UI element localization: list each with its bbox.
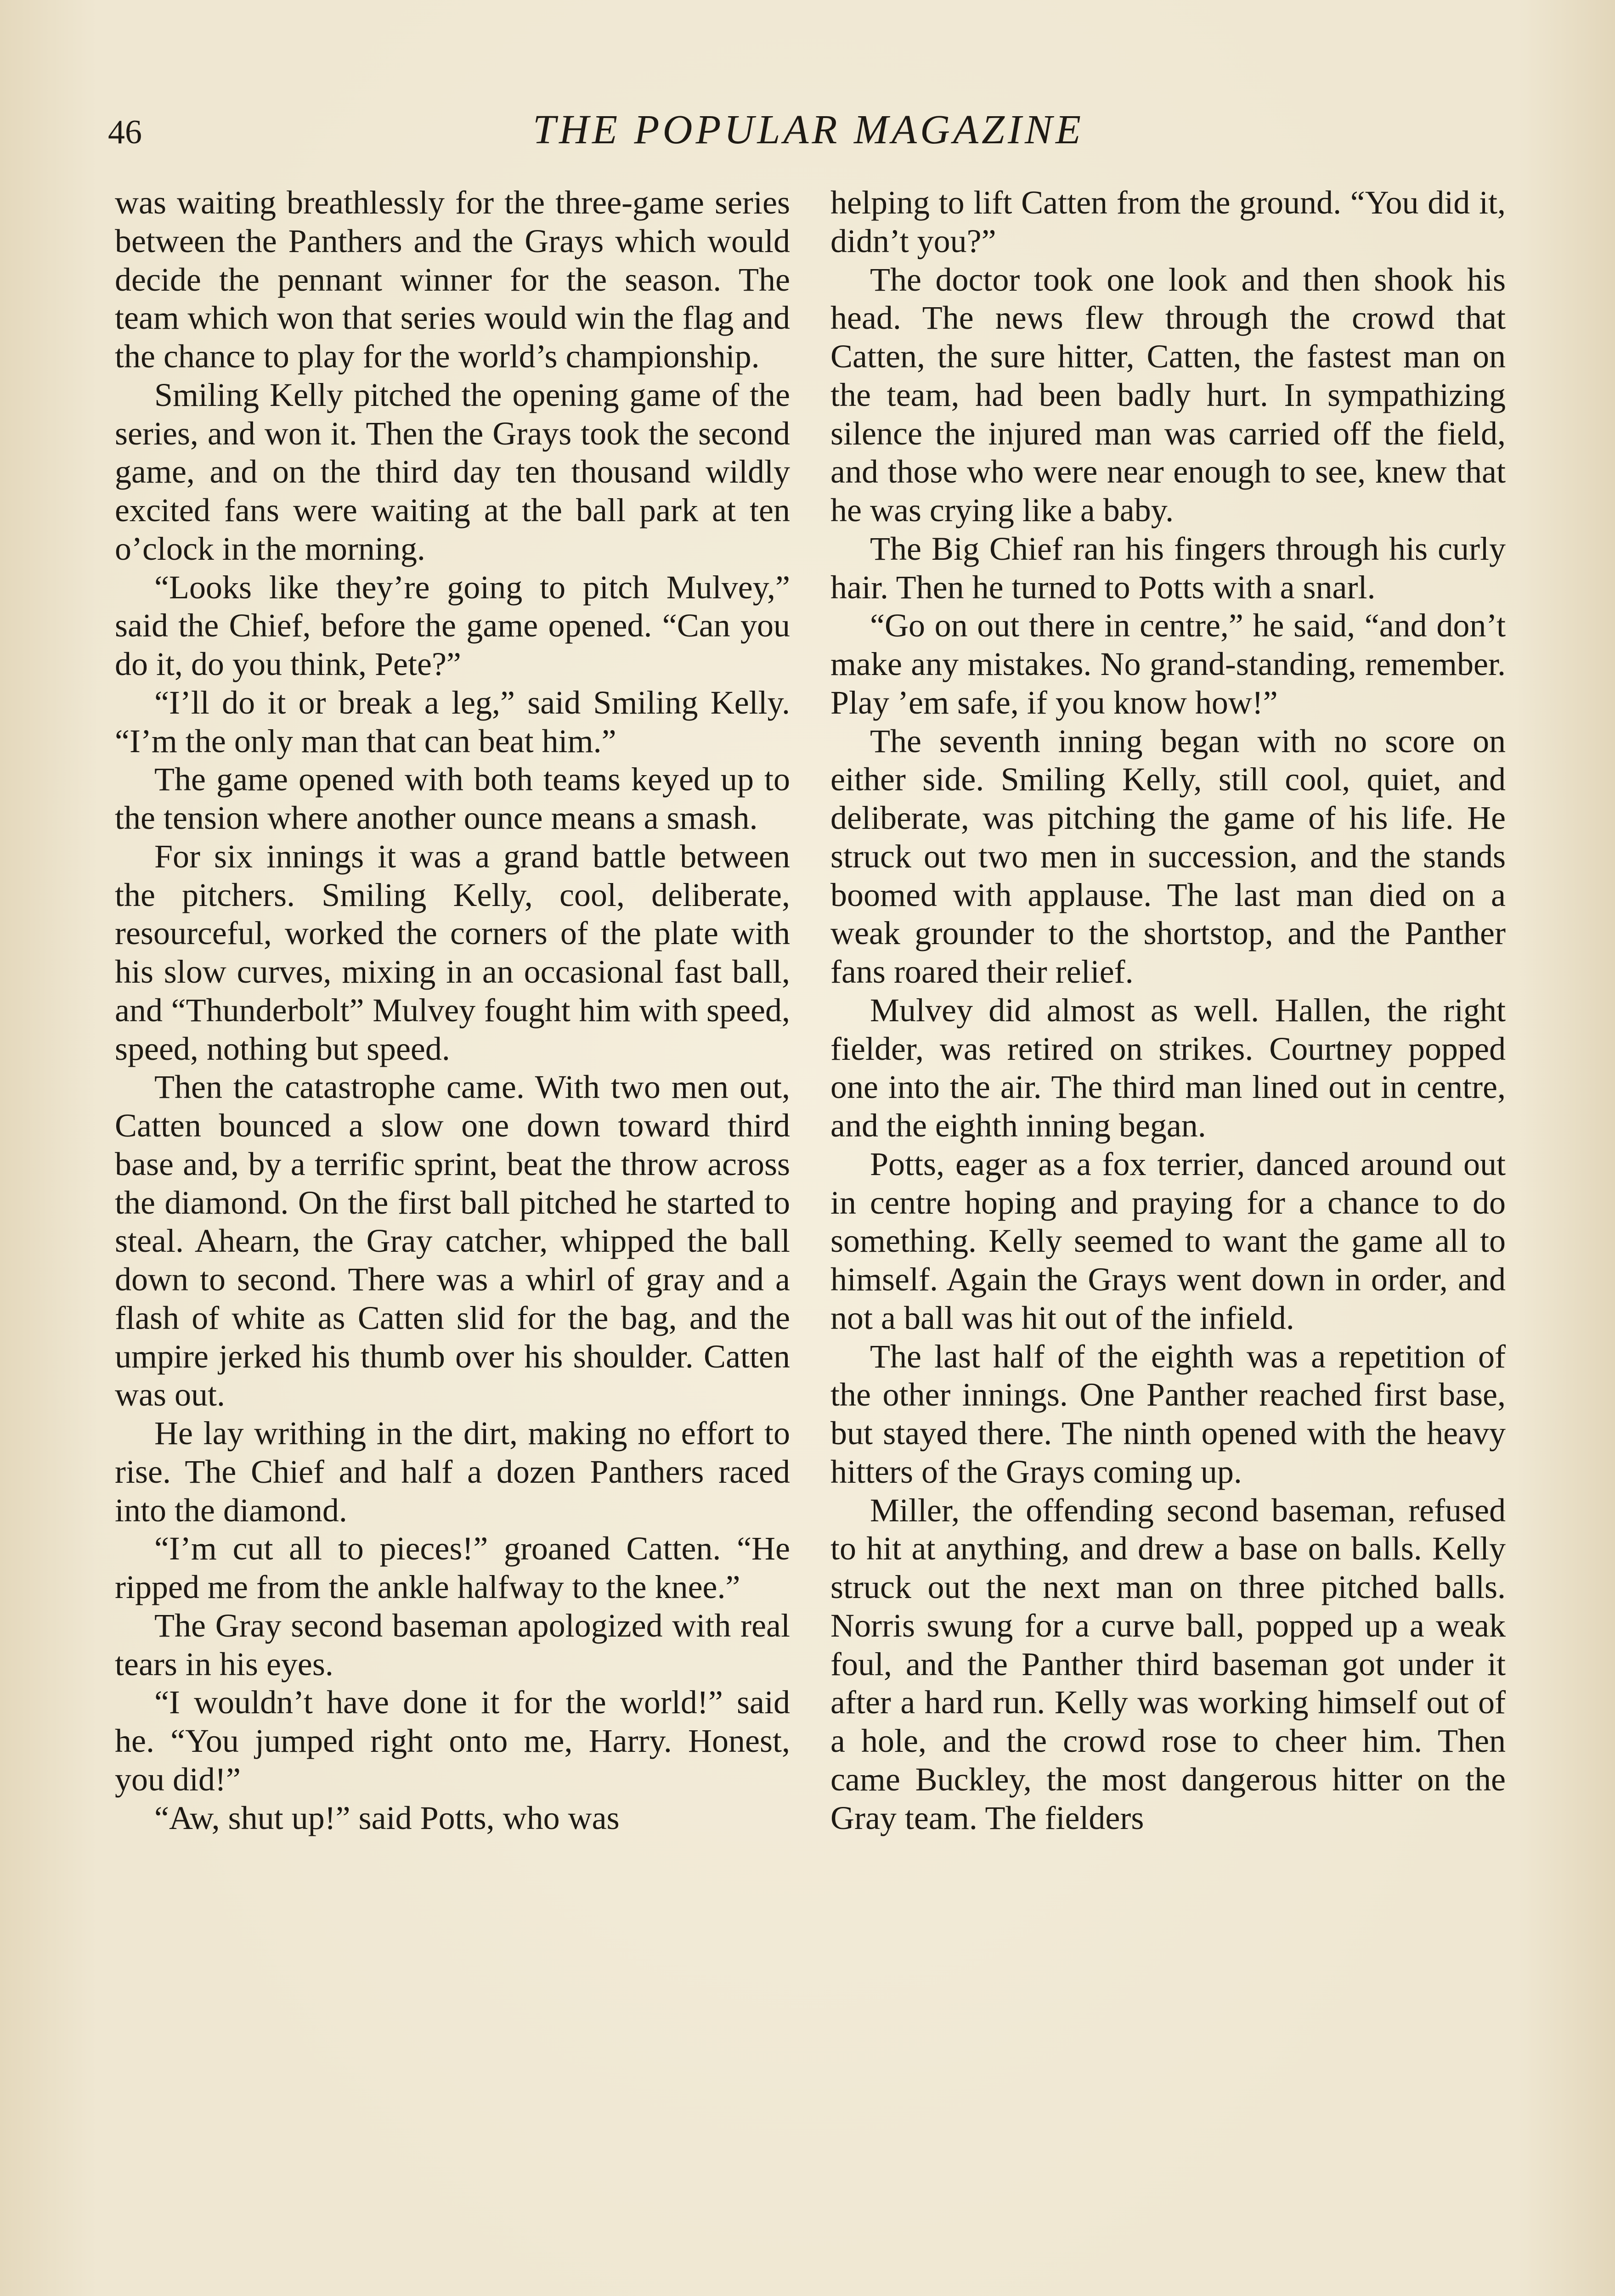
paragraph: The seventh inning began with no score on either side. Smiling Kelly, still cool, quiet, and deliberate, was pitching the game of his life. He struck out two men in succession, and the stands boomed with applause. The last man died on a weak grounder to the shortstop, and the Panther fans roared their relief. (830, 722, 1506, 990)
right-column (830, 184, 1506, 1837)
paragraph: The doctor took one look and then shook his head. The news flew through the crowd that Catten, the sure hitter, Catten, the fastest man on the team, had been badly hurt. In sympathizing silence the injured man was carried off the field, and those who were near enough to see, knew that he was crying like a baby. (830, 261, 1506, 529)
paragraph: “I’m cut all to pieces!” groaned Catten. “He ripped me from the ankle halfway to the knee.” (115, 1530, 790, 1605)
paragraph: The game opened with both teams keyed up to the tension where another ounce means a smash. (115, 761, 790, 836)
paragraph: Potts, eager as a fox terrier, danced around out in centre hoping and praying for a chance to do something. Kelly seemed to want the game all to himself. Again the Grays went down in order, and not a ball was hit out of the infield. (830, 1145, 1506, 1336)
paragraph: “Go on out there in centre,” he said, “and don’t make any mistakes. No grand-standing, remember. Play ’em safe, if you know how!” (830, 607, 1506, 721)
paragraph: “Looks like they’re going to pitch Mulvey,” said the Chief, before the game opened. “Can you do it, do you think, Pete?” (115, 568, 790, 682)
paragraph: was waiting breathlessly for the three-game series between the Panthers and the Grays which would decide the pennant winner for the season. The team which won that series would win the flag and the chance to play for the world’s championship. (115, 184, 790, 375)
paragraph: helping to lift Catten from the ground. “You did it, didn’t you?” (830, 184, 1506, 259)
paragraph: The last half of the eighth was a repetition of the other innings. One Panther reached first base, but stayed there. The ninth opened with the heavy hitters of the Grays coming up. (830, 1338, 1506, 1490)
paragraph: Miller, the offending second baseman, refused to hit at anything, and drew a base on balls. Kelly struck out the next man on three pitched balls. Norris swung for a curve ball, popped up a weak foul, and the Panther third baseman got under it after a hard run. Kelly was working himself out of a hole, and the crowd rose to cheer him. Then came Buckley, the most dangerous hitter on the Gray team. The fielders (830, 1491, 1506, 1836)
paragraph: “Aw, shut up!” said Potts, who was (154, 1799, 620, 1836)
paragraph: The Big Chief ran his fingers through his curly hair. Then he turned to Potts with a snarl. (830, 530, 1506, 606)
page-header (108, 105, 1509, 160)
paragraph: “I wouldn’t have done it for the world!” said he. “You jumped right onto me, Harry. Honest, you did!” (115, 1684, 790, 1798)
paragraph: He lay writhing in the dirt, making no effort to rise. The Chief and half a dozen Panthers raced into the diamond. (115, 1415, 790, 1529)
running-title: THE POPULAR MAGAZINE (533, 107, 1084, 152)
paragraph: Mulvey did almost as well. Hallen, the right fielder, was retired on strikes. Courtney popped one into the air. The third man lined out in centre, and the eighth inning began. (830, 991, 1506, 1144)
paragraph: For six innings it was a grand battle between the pitchers. Smiling Kelly, cool, deliberate, resourceful, worked the corners of the plate with his slow curves, mixing in an occasional fast ball, and “Thunderbolt” Mulvey fought him with speed, speed, nothing but speed. (115, 838, 790, 1067)
left-column (115, 184, 790, 1837)
paragraph: Then the catastrophe came. With two men out, Catten bounced a slow one down toward third base and, by a terrific sprint, beat the throw across the diamond. On the first ball pitched he started to steal. Ahearn, the Gray catcher, whipped the ball down to second. There was a whirl of gray and a flash of white as Catten slid for the bag, and the umpire jerked his thumb over his shoulder. Catten was out. (115, 1069, 790, 1413)
paragraph: Smiling Kelly pitched the opening game of the series, and won it. Then the Grays took the second game, and on the third day ten thousand wildly excited fans were waiting at the ball park at ten o’clock in the morning. (115, 376, 790, 567)
page-number: 46 (108, 113, 142, 151)
paragraph: The Gray second baseman apologized with real tears in his eyes. (115, 1607, 790, 1683)
paragraph: “I’ll do it or break a leg,” said Smiling Kelly. “I’m the only man that can beat him.” (115, 684, 790, 760)
